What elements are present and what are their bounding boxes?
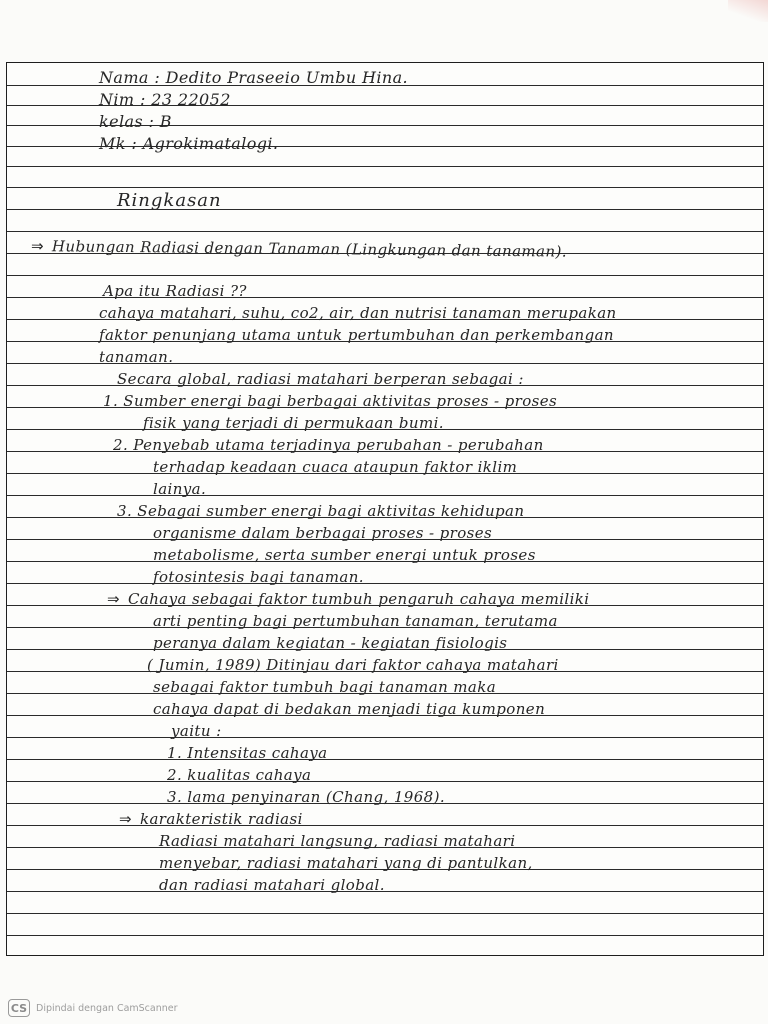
note-line: 1. Intensitas cahaya <box>167 744 328 762</box>
note-line: fotosintesis bagi tanaman. <box>153 568 364 586</box>
note-line: cahaya matahari, suhu, co2, air, dan nutrisi tanaman merupakan <box>99 304 617 322</box>
camscanner-logo: CS <box>8 999 30 1017</box>
ruled-line <box>7 231 763 232</box>
note-line: Secara global, radiasi matahari berperan sebagai : <box>117 370 524 388</box>
student-class: kelas : B <box>99 112 172 131</box>
note-line: lainya. <box>153 480 207 498</box>
course-name: Mk : Agrokimatalogi. <box>99 134 279 153</box>
ruled-line <box>7 913 763 914</box>
note-line: ( Jumin, 1989) Ditinjau dari faktor cahaya matahari <box>147 656 559 674</box>
notebook-page <box>6 62 764 956</box>
scanner-caption: Dipindai dengan CamScanner <box>36 1002 178 1014</box>
note-line: sebagai faktor tumbuh bagi tanaman maka <box>153 678 497 696</box>
double-arrow-icon: ⇒ <box>107 590 120 608</box>
ruled-line <box>7 781 763 782</box>
note-line: Radiasi matahari langsung, radiasi matahari <box>159 832 516 850</box>
student-nim: Nim : 23 22052 <box>99 90 231 109</box>
ruled-line <box>7 891 763 892</box>
note-line: yaitu : <box>171 722 222 740</box>
ruled-line <box>7 495 763 496</box>
note-line: arti penting bagi pertumbuhan tanaman, terutama <box>153 612 558 630</box>
page-title: Ringkasan <box>117 190 222 211</box>
student-name: Nama : Dedito Praseeio Umbu Hina. <box>99 68 409 87</box>
note-line: ⇒ karakteristik radiasi <box>119 810 303 828</box>
ruled-line <box>7 187 763 188</box>
note-line: dan radiasi matahari global. <box>159 876 385 894</box>
page-corner-stain <box>728 0 768 22</box>
note-line: peranya dalam kegiatan - kegiatan fisiologis <box>153 634 508 652</box>
note-line: Apa itu Radiasi ?? <box>103 282 247 300</box>
note-line: menyebar, radiasi matahari yang di pantulkan, <box>159 854 533 872</box>
ruled-line <box>7 759 763 760</box>
note-line: fisik yang terjadi di permukaan bumi. <box>143 414 444 432</box>
double-arrow-icon: ⇒ <box>119 810 132 828</box>
note-line: metabolisme, serta sumber energi untuk proses <box>153 546 536 564</box>
ruled-line <box>7 935 763 936</box>
note-line: organisme dalam berbagai proses - proses <box>153 524 493 542</box>
ruled-line <box>7 583 763 584</box>
note-line: 2. Penyebab utama terjadinya perubahan - perubahan <box>113 436 544 454</box>
note-line: ⇒ Cahaya sebagai faktor tumbuh pengaruh cahaya memiliki <box>107 590 590 608</box>
note-line: 1. Sumber energi bagi berbagai aktivitas proses - proses <box>103 392 558 410</box>
note-line: cahaya dapat di bedakan menjadi tiga kumponen <box>153 700 546 718</box>
note-line: faktor penunjang utama untuk pertumbuhan dan perkembangan <box>99 326 614 344</box>
note-line: 3. lama penyinaran (Chang, 1968). <box>167 788 446 806</box>
note-line: 2. kualitas cahaya <box>167 766 312 784</box>
note-line: terhadap keadaan cuaca ataupun faktor iklim <box>153 458 518 476</box>
ruled-line <box>7 275 763 276</box>
scanner-watermark <box>8 999 178 1017</box>
ruled-line <box>7 166 763 167</box>
double-arrow-icon: ⇒ <box>30 237 45 256</box>
note-line: 3. Sebagai sumber energi bagi aktivitas kehidupan <box>117 502 525 520</box>
note-line: tanaman. <box>99 348 174 366</box>
note-line: ⇒ Hubungan Radiasi dengan Tanaman (Lingkungan dan tanaman). <box>30 237 568 261</box>
ruled-line <box>7 737 763 738</box>
